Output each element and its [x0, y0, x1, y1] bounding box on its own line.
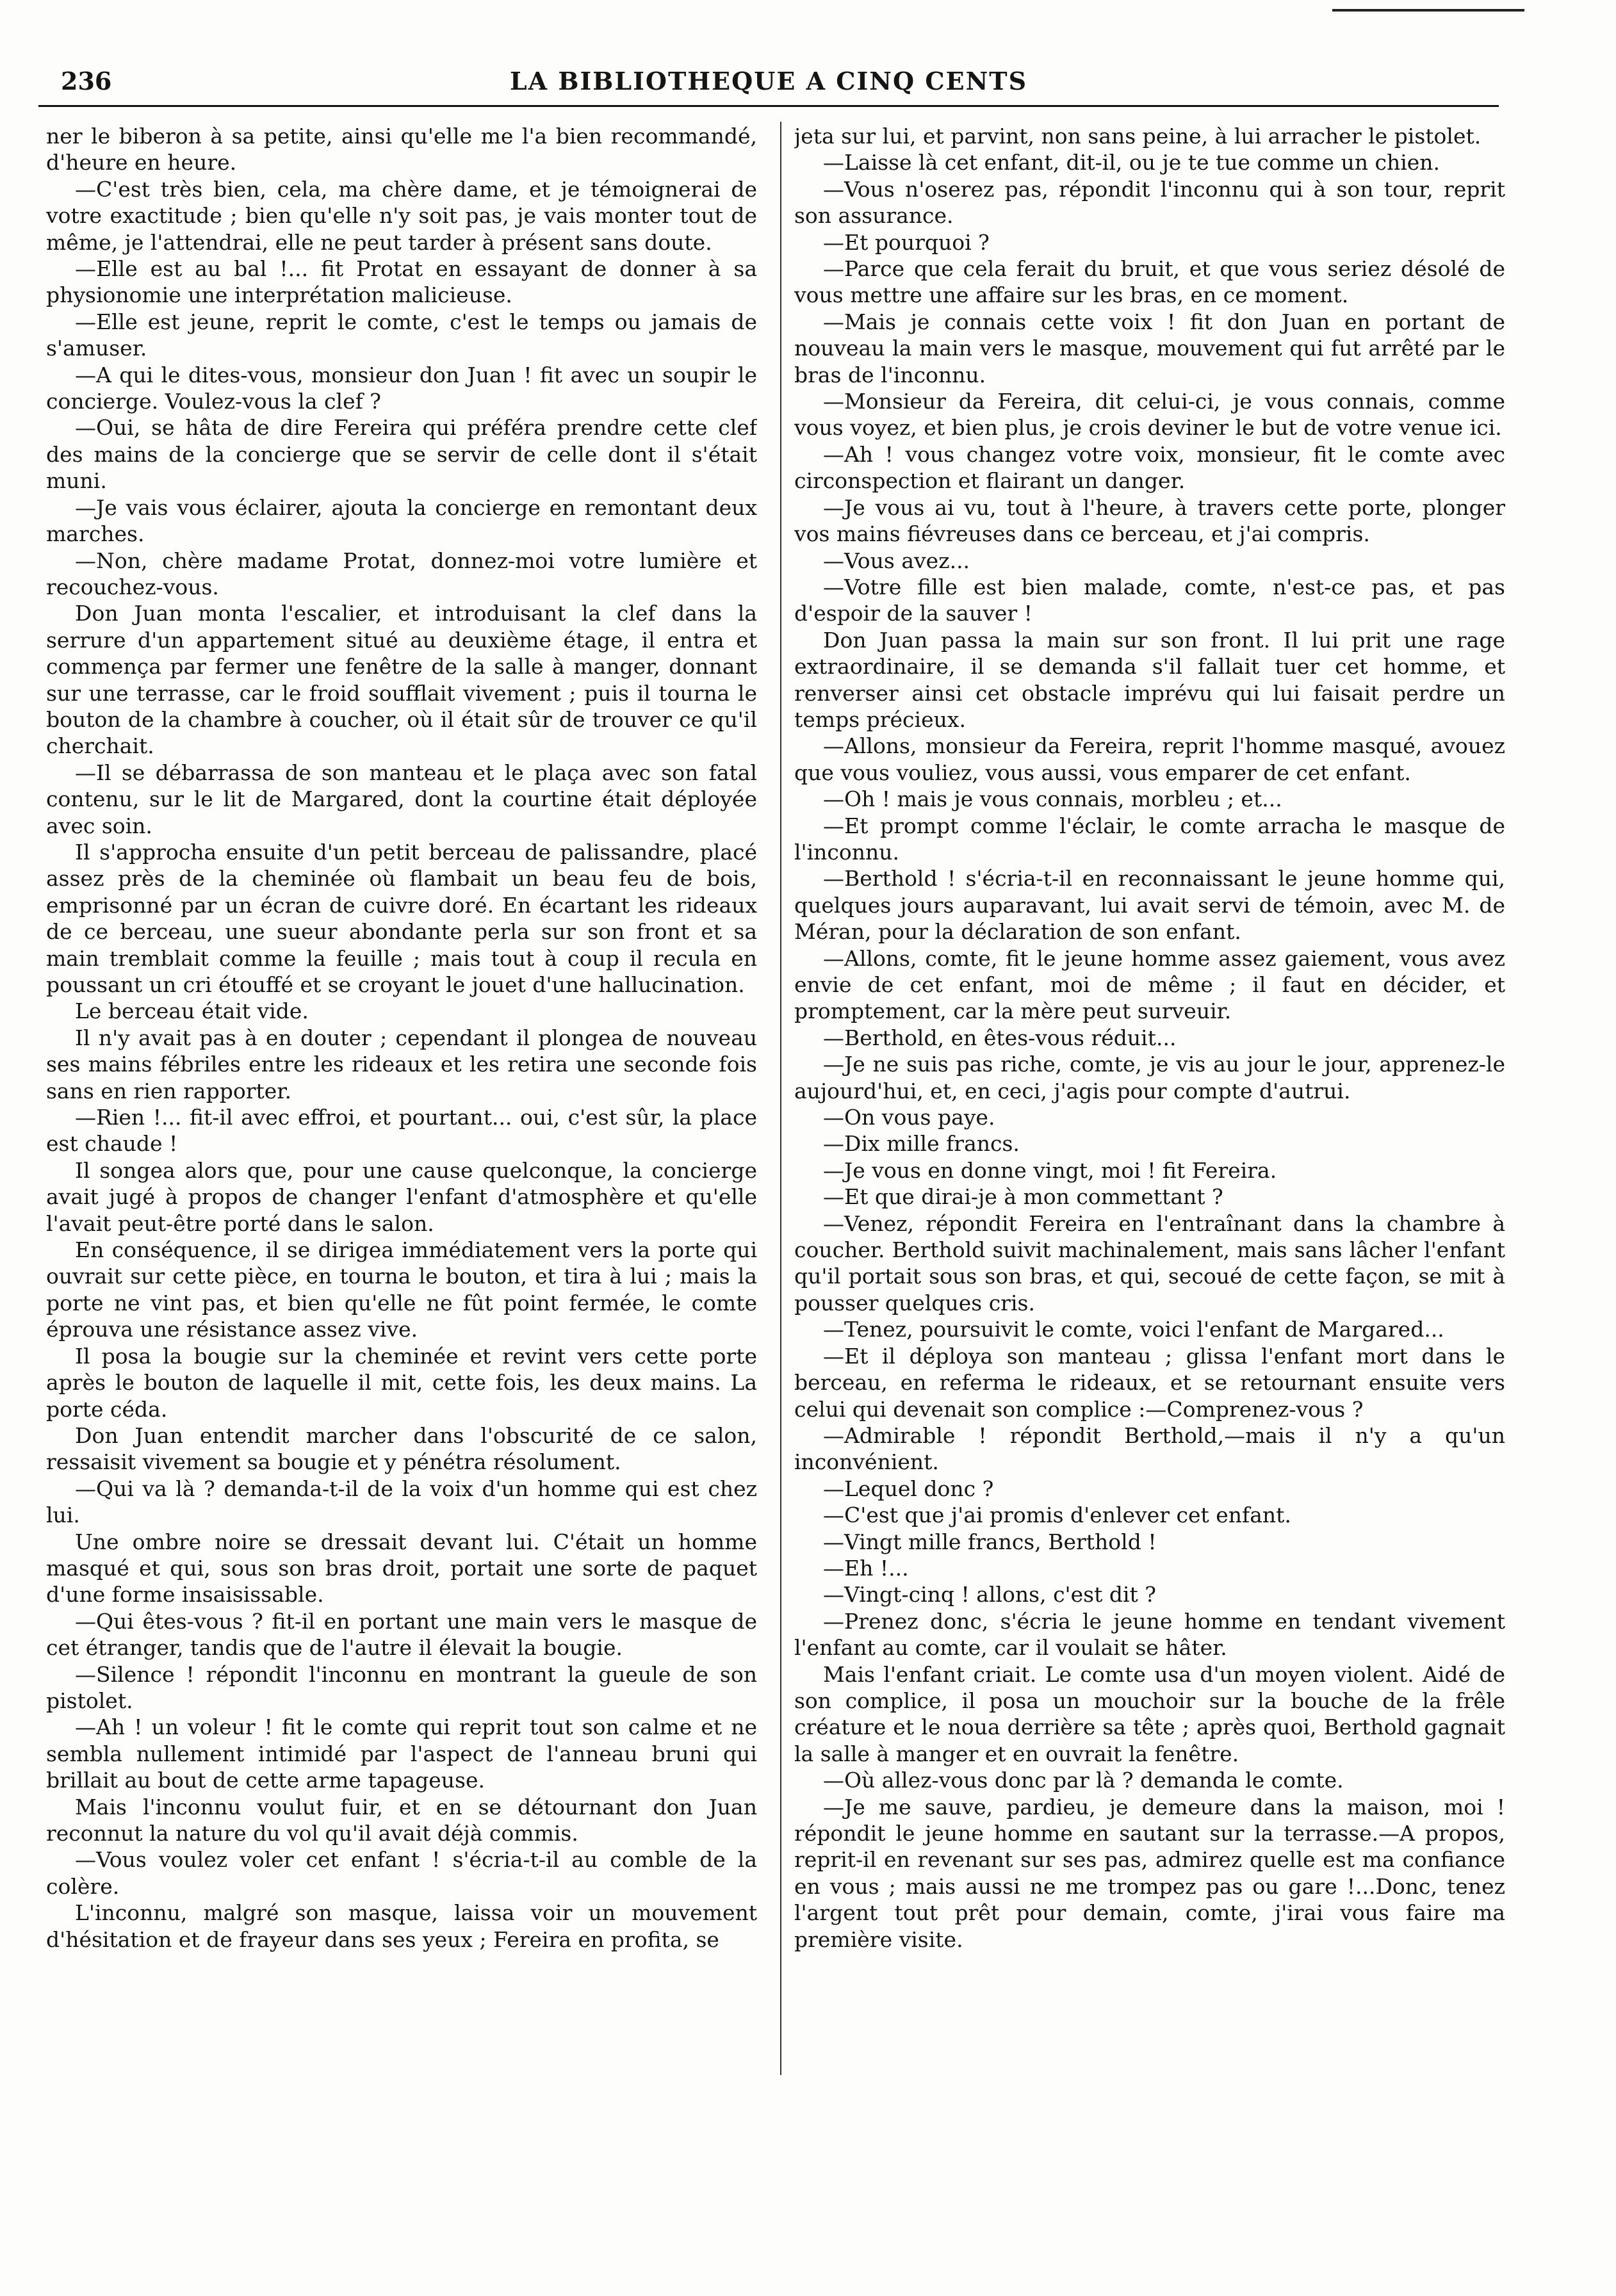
paragraph: —On vous paye. — [823, 1105, 995, 1130]
paragraph: —Parce que cela ferait du bruit, et que vous seriez désolé de vous mettre une affaire sur les bras, en ce moment. — [794, 256, 1505, 308]
paragraph: —Vous avez... — [823, 548, 970, 573]
paragraph: —Laisse là cet enfant, dit-il, ou je te tue comme un chien. — [823, 150, 1441, 175]
paragraph: —Et il déploya son manteau ; glissa l'enfant mort dans le berceau, en referma le rideaux, et se retournant ensuite vers celui qui devenait son complice :—Comprenez-vous ? — [794, 1343, 1505, 1422]
paragraph: Le berceau était vide. — [75, 998, 309, 1024]
paragraph: Don Juan monta l'escalier, et introduisant la clef dans la serrure d'un appartement situé au deuxième étage, il entra et commença par fermer une fenêtre de la salle à manger, donnant sur une terrasse, car le froid soufflait vivement ; puis il tourna le bouton de la chambre à coucher, où il était sûr de trouver ce qu'il cherchait. — [46, 601, 757, 759]
paragraph: Il s'approcha ensuite d'un petit berceau de palissandre, placé assez près de la cheminée où flambait un beau feu de bois, emprisonné par un écran de cuivre doré. En écartant les rideaux de ce berceau, une sueur abondante perla sur son front et sa main tremblait comme la feuille ; mais tout à coup il recula en poussant un cri étouffé et se croyant le jouet d'une hallucination. — [46, 839, 757, 997]
paragraph: —Non, chère madame Protat, donnez-moi votre lumière et recouchez-vous. — [46, 548, 757, 599]
paragraph: —Dix mille francs. — [823, 1131, 1020, 1157]
paragraph: Don Juan passa la main sur son front. Il lui prit une rage extraordinaire, il se demanda s'il fallait tuer cet homme, et renverser ainsi cet obstacle imprévu qui lui faisait perdre un temps précieux. — [794, 627, 1505, 732]
paragraph: jeta sur lui, et parvint, non sans peine, à lui arracher le pistolet. — [794, 124, 1481, 149]
paragraph: —Elle est au bal !... fit Protat en essayant de donner à sa physionomie une interprétation malicieuse. — [46, 256, 757, 308]
paragraph: —Je vous en donne vingt, moi ! fit Fereira. — [823, 1157, 1277, 1183]
paragraph: —Admirable ! répondit Berthold,—mais il n'y a qu'un inconvénient. — [794, 1422, 1505, 1475]
paragraph: —Rien !... fit-il avec effroi, et pourtant... oui, c'est sûr, la place est chaude ! — [46, 1105, 757, 1157]
paragraph: Il n'y avait pas à en douter ; cependant il plongea de nouveau ses mains fébriles entre les rideaux et les retira une seconde fois sans en rien rapporter. — [46, 1025, 757, 1103]
paragraph: Une ombre noire se dressait devant lui. C'était un homme masqué et qui, sous son bras droit, portait une sorte de paquet d'une forme insaisissable. — [46, 1529, 757, 1608]
paragraph: —Je ne suis pas riche, comte, je vis au jour le jour, apprenez-le aujourd'hui, et, en ceci, j'agis pour compte d'autrui. — [794, 1052, 1505, 1103]
page-header — [38, 64, 1499, 107]
running-title: LA BIBLIOTHEQUE A CINQ CENTS — [509, 67, 1028, 95]
paragraph: ner le biberon à sa petite, ainsi qu'elle me l'a bien recommandé, d'heure en heure. — [46, 124, 757, 175]
paragraph: —Votre fille est bien malade, comte, n'est-ce pas, et pas d'espoir de la sauver ! — [794, 574, 1505, 626]
paragraph: —Où allez-vous donc par là ? demanda le comte. — [823, 1768, 1344, 1793]
paragraph: —Allons, comte, fit le jeune homme assez gaiement, vous avez envie de cet enfant, moi de même ; il faut en décider, et promptement, car la mère peut surveuir. — [794, 945, 1505, 1024]
paragraph: —Et pourquoi ? — [823, 229, 990, 255]
paragraph: —Je me sauve, pardieu, je demeure dans la maison, moi ! répondit le jeune homme en sautant sur la terrasse.—A propos, reprit-il en revenant sur ses pas, admirez quelle est ma confiance en vous ; mais aussi ne me trompez pas ou gare !...Donc, tenez l'argent tout prêt pour demain, comte, j'irai vous faire ma première visite. — [794, 1794, 1505, 1952]
paragraph: —Je vous ai vu, tout à l'heure, à travers cette porte, plonger vos mains fiévreuses dans ce berceau, et j'ai compris. — [794, 494, 1505, 547]
paragraph: Mais l'inconnu voulut fuir, et en se détournant don Juan reconnut la nature du vol qu'il avait déjà commis. — [46, 1794, 757, 1846]
paragraph: —Qui va là ? demanda-t-il de la voix d'un homme qui est chez lui. — [46, 1476, 757, 1528]
paragraph: —Ah ! un voleur ! fit le comte qui reprit tout son calme et ne sembla nullement intimidé par l'aspect de l'anneau bruni qui brillait au bout de cette arme tapageuse. — [46, 1714, 757, 1793]
paragraph: —Et prompt comme l'éclair, le comte arracha le masque de l'inconnu. — [794, 813, 1505, 865]
paragraph: —Venez, répondit Fereira en l'entraînant dans la chambre à coucher. Berthold suivit machinalement, mais sans lâcher l'enfant qu'il portait sous son bras, et qui, secoué de cette façon, se mit à pousser quelques cris. — [794, 1210, 1505, 1315]
paragraph: —Oui, se hâta de dire Fereira qui préféra prendre cette clef des mains de la concierge que se servir de celle dont il s'était muni. — [46, 415, 757, 494]
paragraph: En conséquence, il se dirigea immédiatement vers la porte qui ouvrait sur cette pièce, en tourna le bouton, et tira à lui ; mais la porte ne vint pas, et bien qu'elle ne fût point fermée, le comte éprouva une résistance assez vive. — [46, 1237, 757, 1342]
paragraph: —Eh !... — [823, 1555, 909, 1581]
paragraph: —A qui le dites-vous, monsieur don Juan ! fit avec un soupir le concierge. Voulez-vous la clef ? — [46, 362, 757, 414]
paragraph: —Vingt-cinq ! allons, c'est dit ? — [823, 1582, 1156, 1608]
paragraph: —Elle est jeune, reprit le comte, c'est le temps ou jamais de s'amuser. — [46, 309, 757, 361]
paragraph: —C'est que j'ai promis d'enlever cet enfant. — [823, 1502, 1291, 1528]
paragraph: L'inconnu, malgré son masque, laissa voir un mouvement d'hésitation et de frayeur dans ses yeux ; Fereira en profita, se — [46, 1900, 757, 1952]
paragraph: —Tenez, poursuivit le comte, voici l'enfant de Margared... — [823, 1317, 1444, 1342]
paragraph: —Vous voulez voler cet enfant ! s'écria-t-il au comble de la colère. — [46, 1847, 757, 1899]
paragraph: —Il se débarrassa de son manteau et le plaça avec son fatal contenu, sur le lit de Margared, dont la courtine était déployée avec soin. — [46, 760, 757, 838]
left-text-column — [46, 123, 757, 2224]
paragraph: Il posa la bougie sur la cheminée et revint vers cette porte après le bouton de laquelle il mit, cette fois, les deux mains. La porte céda. — [46, 1343, 757, 1422]
paragraph: —Prenez donc, s'écria le jeune homme en tendant vivement l'enfant au comte, car il voulait se hâter. — [794, 1608, 1505, 1661]
paragraph: —Ah ! vous changez votre voix, monsieur, fit le comte avec circonspection et flairant un danger. — [794, 441, 1505, 494]
top-edge-rule — [1332, 9, 1524, 12]
paragraph: —Silence ! répondit l'inconnu en montrant la gueule de son pistolet. — [46, 1661, 757, 1713]
paragraph: —Je vais vous éclairer, ajouta la concierge en remontant deux marches. — [46, 494, 757, 547]
paragraph: —Vous n'oserez pas, répondit l'inconnu qui à son tour, reprit son assurance. — [794, 176, 1505, 229]
paragraph: —Lequel donc ? — [823, 1476, 994, 1501]
page-number: 236 — [61, 67, 112, 95]
paragraph: —Qui êtes-vous ? fit-il en portant une main vers le masque de cet étranger, tandis que de l'autre il élevait la bougie. — [46, 1608, 757, 1661]
paragraph: —Berthold, en êtes-vous réduit... — [823, 1025, 1177, 1050]
paragraph: —C'est très bien, cela, ma chère dame, et je témoignerai de votre exactitude ; bien qu'elle n'y soit pas, je vais monter tout de même, je l'attendrai, elle ne peut tarder à présent sans doute. — [46, 176, 757, 255]
right-text-column — [794, 123, 1505, 2224]
paragraph: Il songea alors que, pour une cause quelconque, la concierge avait jugé à propos de changer l'enfant d'atmosphère et qu'elle l'avait peut-être porté dans le salon. — [46, 1157, 757, 1236]
paragraph: —Oh ! mais je vous connais, morbleu ; et... — [823, 786, 1282, 812]
paragraph: —Mais je connais cette voix ! fit don Juan en portant de nouveau la main vers le masque, mouvement qui fut arrêté par le bras de l'inconnu. — [794, 309, 1505, 387]
paragraph: —Berthold ! s'écria-t-il en reconnaissant le jeune homme qui, quelques jours auparavant, lui avait servi de témoin, avec M. de Méran, pour la déclaration de son enfant. — [794, 866, 1505, 945]
paragraph: —Allons, monsieur da Fereira, reprit l'homme masqué, avouez que vous vouliez, vous aussi, vous emparer de cet enfant. — [794, 733, 1505, 785]
paragraph: —Et que dirai-je à mon commettant ? — [823, 1184, 1223, 1210]
paragraph: —Vingt mille francs, Berthold ! — [823, 1529, 1157, 1554]
column-divider — [780, 122, 781, 2075]
paragraph: Don Juan entendit marcher dans l'obscurité de ce salon, ressaisit vivement sa bougie et y pénétra résolument. — [46, 1422, 757, 1475]
paragraph: —Monsieur da Fereira, dit celui-ci, je vous connais, comme vous voyez, et bien plus, je crois deviner le but de votre venue ici. — [794, 389, 1505, 441]
paragraph: Mais l'enfant criait. Le comte usa d'un moyen violent. Aidé de son complice, il posa un mouchoir sur la bouche de la frêle créature et le noua derrière sa tête ; après quoi, Berthold gagnait la salle à manger et en ouvrait la fenêtre. — [794, 1661, 1505, 1766]
